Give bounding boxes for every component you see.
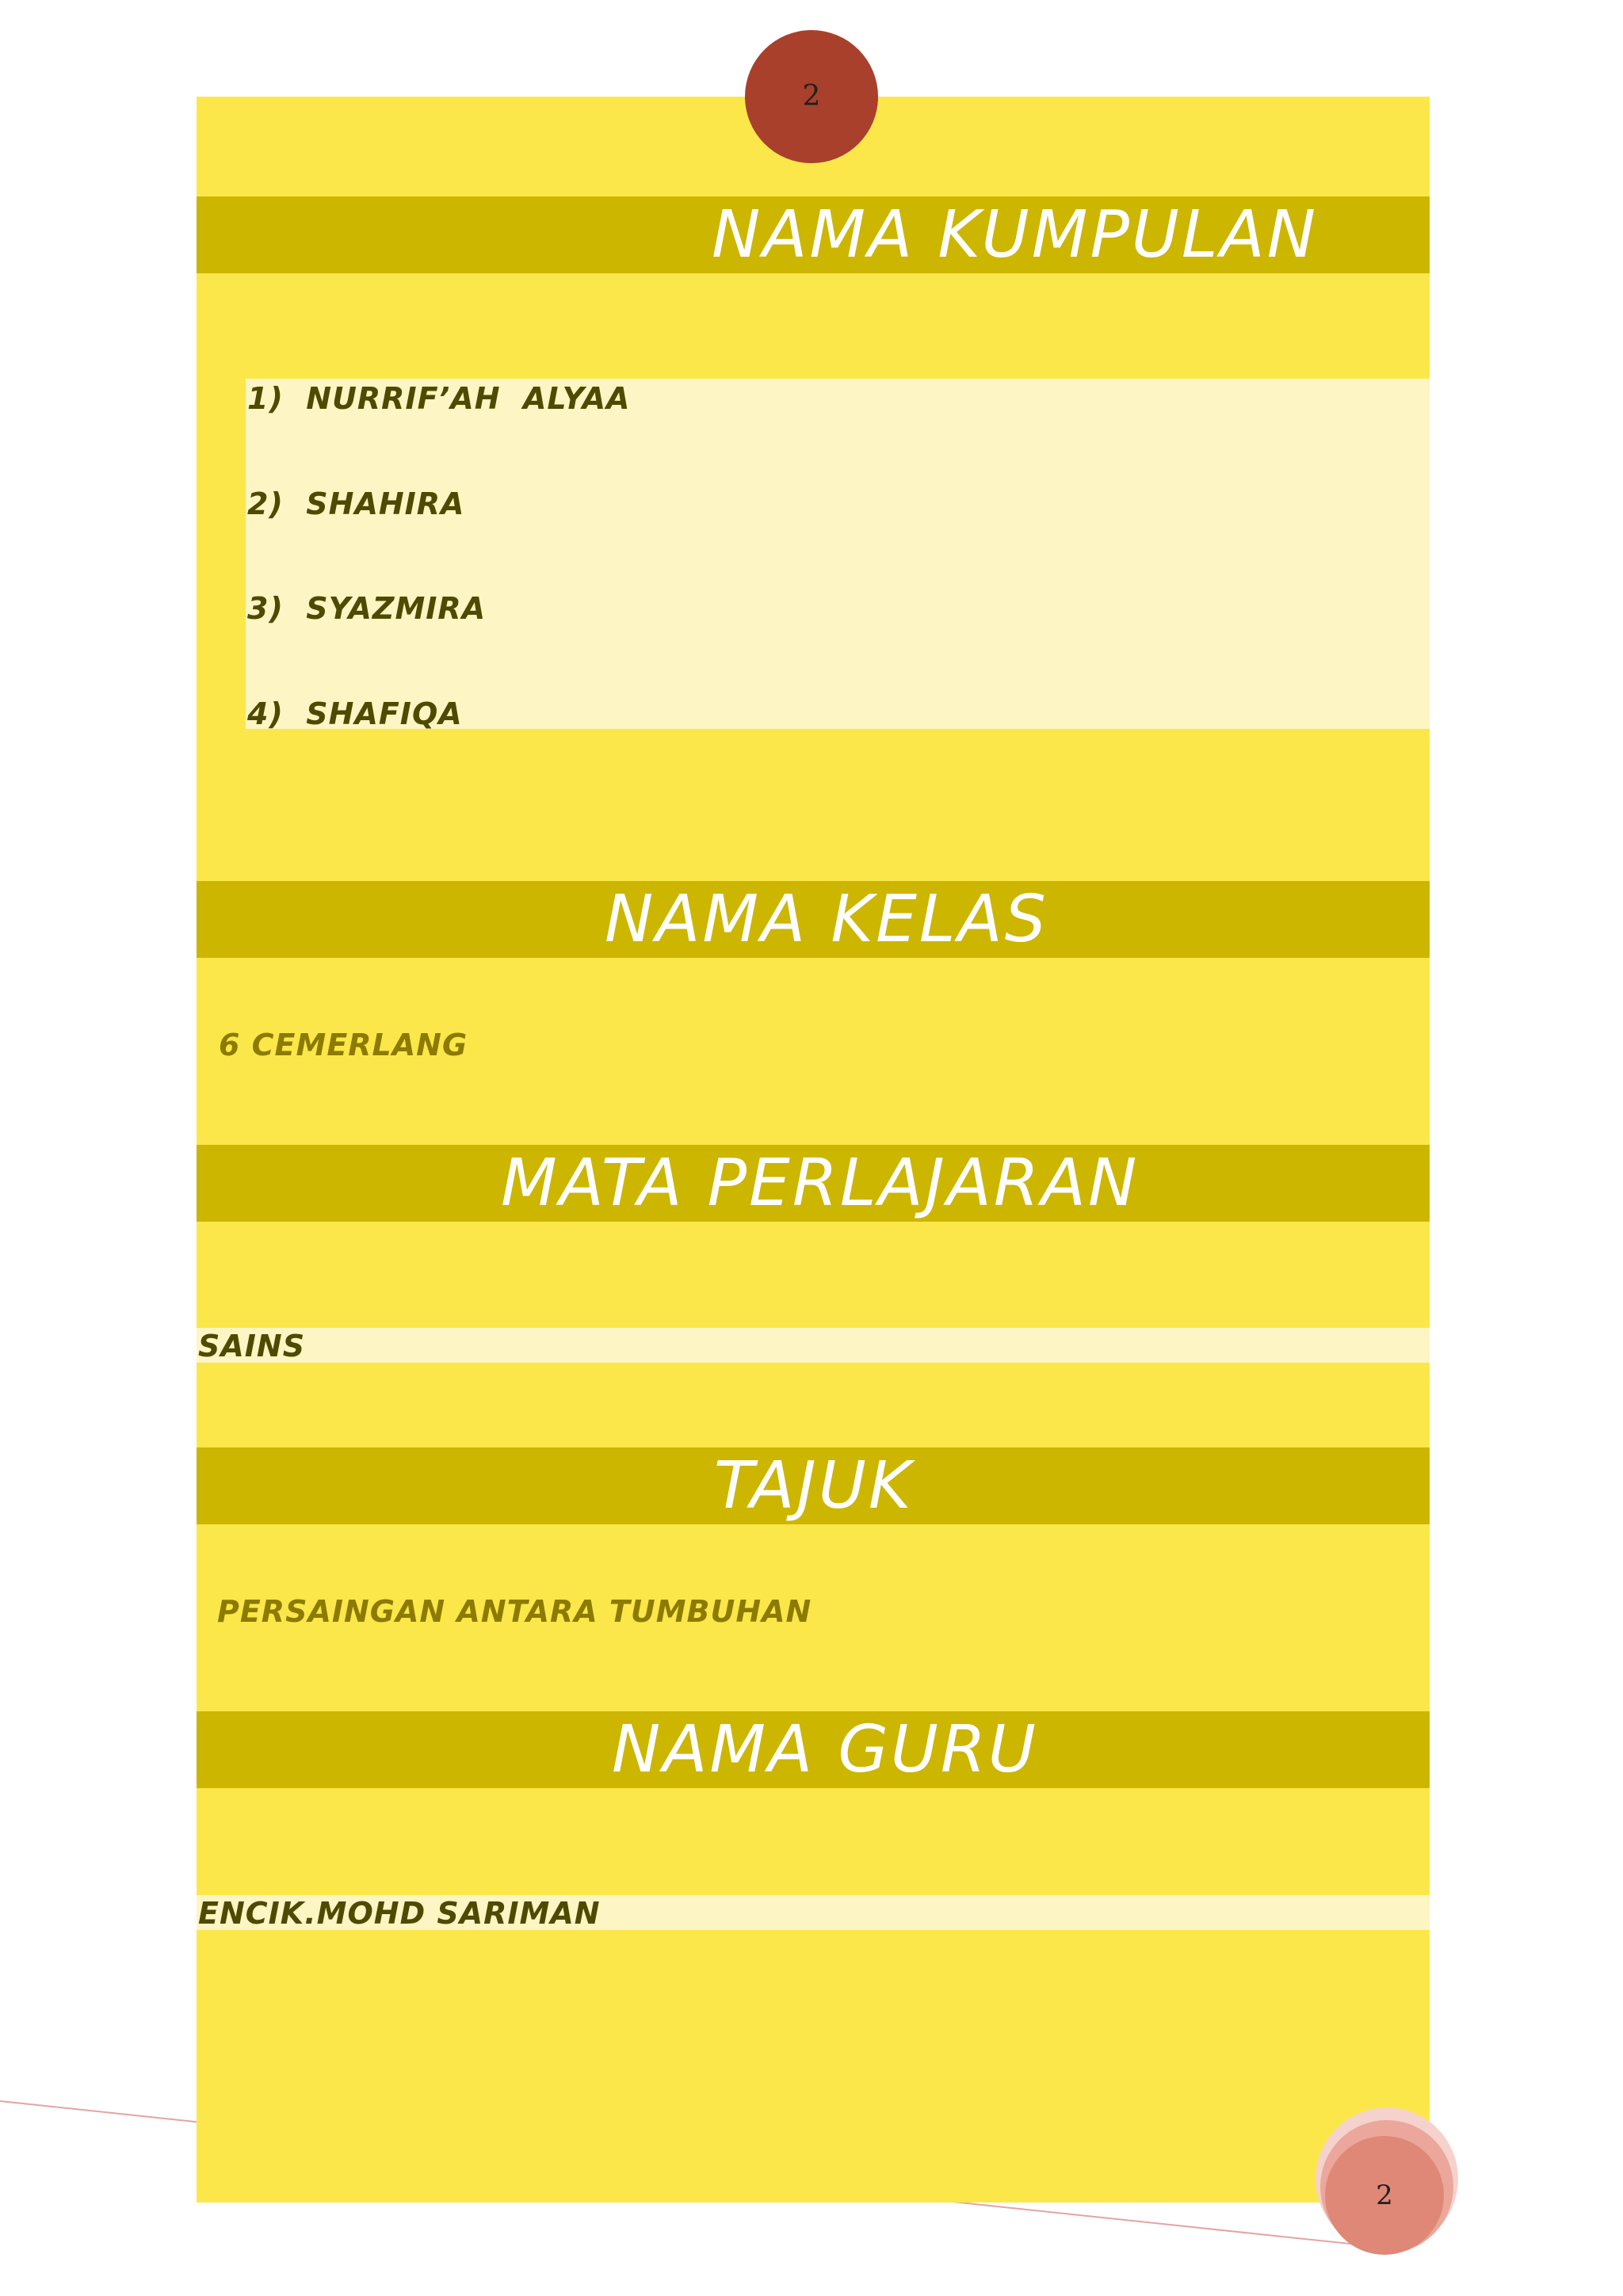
heading-band-guru: [197, 1711, 1430, 1788]
heading-band-kelas: [197, 881, 1430, 958]
page-number-bottom: 2: [1325, 2136, 1444, 2255]
member-item: 3) SYAZMIRA: [247, 591, 487, 626]
members-highlight: [246, 379, 1430, 729]
member-item: 1) NURRIF’AH ALYAA: [247, 381, 631, 416]
member-item: 2) SHAHIRA: [247, 486, 465, 521]
mata-pelajaran-value: SAINS: [198, 1329, 306, 1363]
member-item: 4) SHAFIQA: [247, 696, 463, 731]
tajuk-value: PERSAINGAN ANTARA TUMBUHAN: [217, 1594, 812, 1629]
heading-band-tajuk: [197, 1447, 1430, 1524]
page-number-top: 2: [745, 30, 878, 163]
heading-band-kumpulan: [197, 196, 1430, 273]
guru-value: ENCIK.MOHD SARIMAN: [198, 1896, 601, 1931]
heading-guru: NAMA GURU: [612, 1712, 1038, 1787]
mata-pelajaran-highlight: [197, 1328, 1430, 1363]
heading-mata-pelajaran: MATA PERLAJARAN: [501, 1146, 1140, 1221]
heading-kelas: NAMA KELAS: [605, 882, 1048, 957]
kelas-value: 6 CEMERLANG: [219, 1028, 468, 1062]
heading-tajuk: TAJUK: [714, 1448, 914, 1524]
heading-band-mata-pelajaran: [197, 1145, 1430, 1222]
heading-kumpulan: NAMA KUMPULAN: [712, 197, 1319, 273]
